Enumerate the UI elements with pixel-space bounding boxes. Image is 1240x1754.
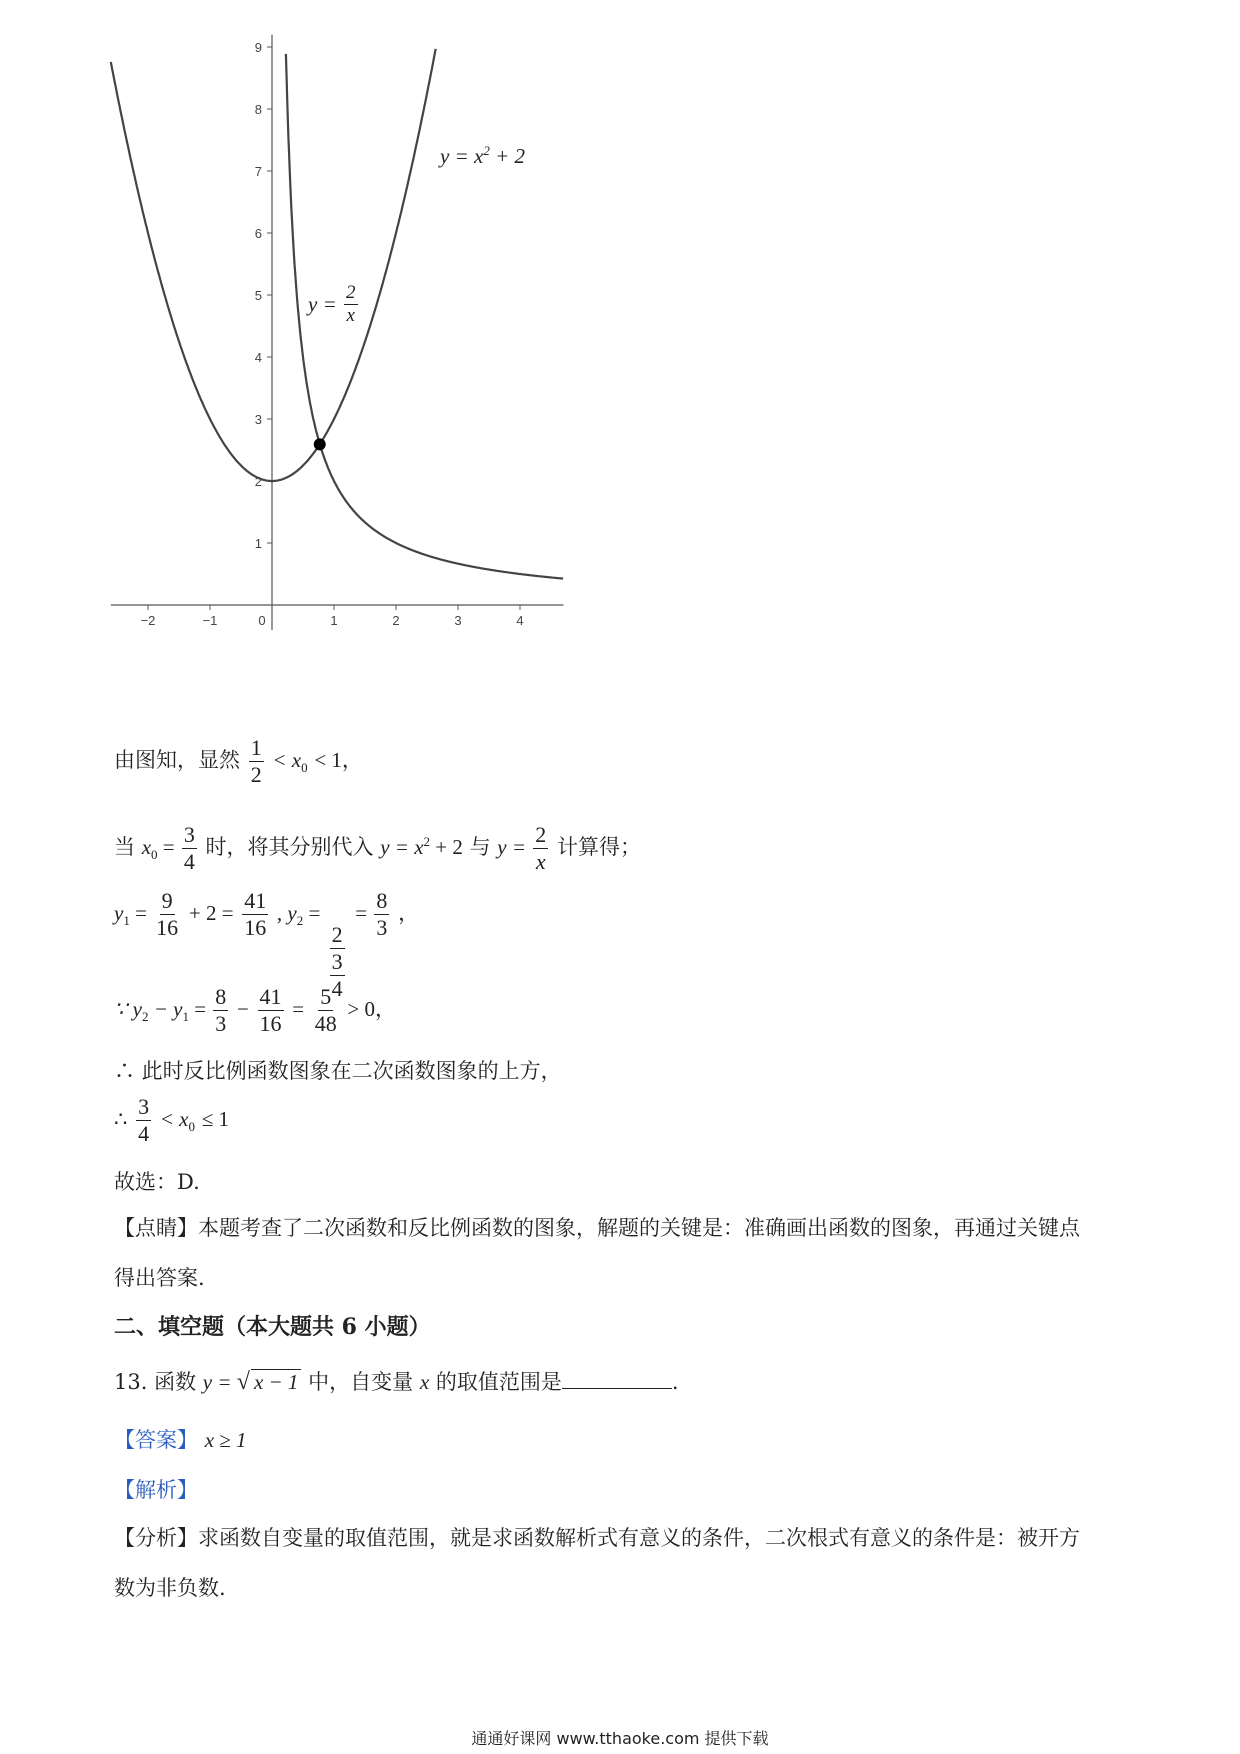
solution-line-3: $y_1$ = $\frac{9}{16}$ + 2 = $\frac{41}{16}$ , $y_2$ = 2 3 4 = $\frac{8}{3}$ ，: [114, 888, 420, 1001]
solution-line-1: 由图知，显然 $\frac{1}{2}$ < $x_0 < 1$，: [114, 735, 363, 787]
section-title: 二、填空题（本大题共 6 小题）: [114, 1314, 431, 1340]
function-graph: [100, 40, 580, 720]
intersection-point: [314, 438, 326, 450]
hyperbola-label: y = $\frac{2}{x}$: [308, 282, 356, 326]
x-tick-label: 2: [392, 613, 400, 628]
solution-line-5: ∴ 此时反比例函数图象在二次函数图象的上方，: [114, 1059, 562, 1083]
solution-line-2: 当 $x_0$ = $\frac{3}{4}$ 时，将其分别代入 $y = x^2 + 2$ 与 y = $\frac{2}{x}$ 计算得；: [114, 822, 641, 874]
answer-line: 【答案】 x ≥ 1: [114, 1428, 247, 1452]
answer-blank: [562, 1370, 672, 1389]
x-tick-label: 3: [454, 613, 462, 628]
graph-axes: [111, 35, 564, 630]
y-tick-label: 7: [254, 164, 262, 179]
y-tick-labels: [255, 40, 272, 551]
analysis-line-2: 数为非负数.: [114, 1576, 226, 1600]
page-footer: 通通好课网 www.tthaoke.com 提供下载: [471, 1729, 769, 1748]
x-tick-label: −2: [140, 613, 156, 628]
y-tick-label: 9: [254, 40, 262, 55]
x-tick-label: −1: [202, 613, 218, 628]
x-tick-label: 1: [330, 613, 338, 628]
x-tick-label: 4: [516, 613, 524, 628]
y-tick-label: 6: [254, 226, 262, 241]
parabola-curve: [111, 49, 436, 481]
question-13: 13. 函数 y = √ x − 1 中，自变量 x 的取值范围是 .: [114, 1369, 679, 1395]
solution-line-6: ∴ $\frac{3}{4}$ < $x_0 \le 1$: [114, 1094, 229, 1146]
analysis-line-1: 【分析】求函数自变量的取值范围，就是求函数解析式有意义的条件，二次根式有意义的条件是：被开方: [114, 1526, 1080, 1550]
parabola-label: $y = x^2 + 2$: [440, 143, 525, 168]
y-tick-label: 4: [254, 350, 262, 365]
x-tick-labels: [141, 605, 524, 628]
solution-line-7: 故选：D.: [114, 1170, 200, 1194]
analysis-label: 【解析】: [114, 1478, 198, 1502]
solution-line-4: ∵ $y_2 - y_1$ = $\frac{8}{3}$ − $\frac{41}{16}$ = $\frac{5}{48}$ > 0，: [114, 984, 396, 1036]
point-note-line-2: 得出答案.: [114, 1266, 205, 1290]
y-tick-label: 5: [254, 288, 262, 303]
y-tick-label: 1: [254, 536, 262, 551]
point-note-line-1: 【点睛】本题考查了二次函数和反比例函数的图象，解题的关键是：准确画出函数的图象，再通过关键点: [114, 1216, 1080, 1240]
y-tick-label: 3: [254, 412, 262, 427]
y-tick-label: 2: [254, 474, 262, 489]
y-tick-label: 8: [254, 102, 262, 117]
x-tick-label: 0: [258, 613, 266, 628]
